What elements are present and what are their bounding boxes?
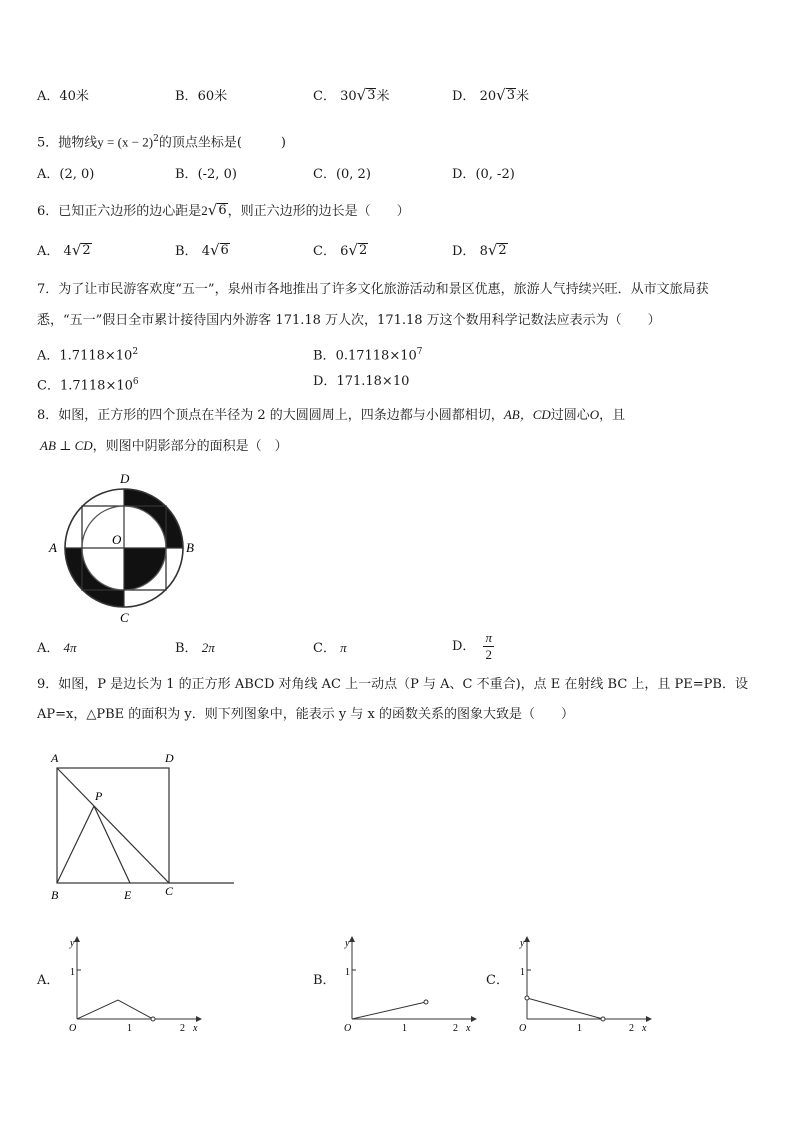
- exponent: 7: [416, 347, 423, 357]
- label-b: B: [186, 540, 194, 555]
- stem-text: 6．已知正六边形的边心距是: [37, 204, 202, 219]
- exponent: 6: [132, 377, 139, 387]
- tick-y-1: 1: [520, 967, 525, 978]
- option-base: 171.18×10: [336, 374, 410, 389]
- option-base: 1.7118×10: [59, 378, 133, 394]
- exponent: 2: [132, 347, 139, 357]
- fraction-denominator: 2: [485, 647, 492, 662]
- math-expression: O: [589, 407, 600, 422]
- tick-x-2: 2: [629, 1023, 634, 1034]
- stem-text: 8．如图，正方形的四个顶点在半径为 2 的大圆圆周上，四条边都与小圆都相切，: [37, 408, 504, 423]
- q7-stem-line1: 7．为了让市民游客欢度“五一”，泉州市各地推出了许多文化旅游活动和景区优惠，旅游人气持续兴旺．从市文旅局获: [37, 282, 709, 297]
- option-unit: 米: [376, 89, 390, 104]
- option-base: 1.7118×10: [59, 348, 133, 364]
- option-text: (0, -2): [475, 167, 515, 182]
- option-coef: 30: [340, 89, 357, 104]
- radicand: 3: [367, 88, 376, 103]
- option-text: 2π: [201, 640, 215, 655]
- option-label: B．: [175, 244, 198, 259]
- tick-x-1: 1: [402, 1023, 407, 1034]
- math-coef: 2: [201, 203, 208, 218]
- y-arrow-icon: [524, 936, 530, 942]
- radicand: 6: [220, 243, 229, 258]
- option-label: B．: [175, 167, 198, 182]
- stem-text: ，且: [599, 408, 626, 423]
- axis-y-label: y: [520, 938, 525, 949]
- option-text: π: [340, 640, 347, 655]
- label-b: B: [51, 888, 59, 902]
- radical-sign-icon: √: [356, 86, 367, 104]
- option-text: (2, 0): [59, 167, 95, 182]
- radical-sign-icon: √: [71, 241, 82, 259]
- origin-label: O: [69, 1023, 77, 1034]
- option-label: A．: [37, 244, 60, 259]
- option-label: B．: [175, 89, 198, 104]
- math-expression: AB ⊥ CD: [40, 438, 93, 453]
- radicand: 2: [358, 243, 368, 258]
- axis-x-label: x: [466, 1023, 471, 1034]
- option-coef: 6: [340, 244, 349, 259]
- x-arrow-icon: [196, 1016, 202, 1022]
- label-d: D: [165, 751, 174, 765]
- option-text: 60米: [197, 89, 228, 104]
- radicand: 3: [506, 88, 515, 103]
- label-a: A: [49, 540, 57, 555]
- math-expression: y = (x − 2): [97, 134, 154, 150]
- option-label: D．: [452, 638, 476, 654]
- stem-text: ，则图中阴影部分的面积是（ ）: [92, 439, 288, 454]
- radical-sign-icon: √: [209, 241, 220, 259]
- axis-y-label: y: [345, 938, 350, 949]
- option-label: C．: [313, 244, 336, 259]
- open-point: [601, 1017, 605, 1021]
- option-base: 0.17118×10: [335, 348, 417, 364]
- option-label: C．: [313, 641, 336, 656]
- option-coef: 4: [63, 244, 72, 259]
- radicand: 2: [498, 243, 507, 258]
- tick-x-1: 1: [127, 1023, 132, 1034]
- stem-text: ，则正六边形的边长是（ ）: [227, 204, 410, 219]
- option-label: B．: [175, 641, 198, 656]
- radical-sign-icon: √: [348, 241, 358, 259]
- option-label: D．: [452, 167, 476, 182]
- option-text: 4π: [63, 640, 77, 655]
- x-arrow-icon: [471, 1016, 477, 1022]
- exponent: 2: [153, 134, 159, 144]
- question-number: 5．: [37, 135, 59, 151]
- option-label: A．: [37, 641, 60, 656]
- segment-pb: [57, 806, 94, 883]
- fraction-numerator: π: [485, 630, 492, 645]
- graph-c: [519, 936, 652, 1034]
- math-expression: AB，CD: [503, 407, 551, 422]
- tick-x-1: 1: [577, 1023, 582, 1034]
- tick-y-1: 1: [70, 967, 75, 978]
- option-label: C．: [313, 167, 336, 182]
- label-p: P: [95, 789, 103, 803]
- graph-b: [344, 936, 477, 1034]
- x-arrow-icon: [646, 1016, 652, 1022]
- graph-line: [352, 1002, 426, 1019]
- option-label: D．: [313, 374, 337, 389]
- option-unit: 米: [515, 89, 529, 104]
- y-arrow-icon: [349, 936, 355, 942]
- stem-text: 过圆心: [550, 408, 590, 423]
- option-label: D．: [452, 244, 476, 259]
- segment-pe: [94, 806, 130, 883]
- radical-sign-icon: √: [496, 86, 506, 104]
- open-point: [151, 1017, 155, 1021]
- option-text: (-2, 0): [197, 167, 237, 182]
- option-label: B．: [313, 348, 336, 364]
- axis-x-label: x: [193, 1023, 198, 1034]
- graph-line: [527, 998, 603, 1019]
- origin-label: O: [519, 1023, 527, 1034]
- radical-sign-icon: √: [207, 201, 218, 219]
- stem-text: 抛物线: [58, 135, 98, 151]
- option-text: (0, 2): [335, 167, 371, 182]
- option-label: A．: [37, 167, 60, 182]
- diagonal-ac: [57, 768, 169, 883]
- graph-line: [77, 1000, 153, 1019]
- option-coef: 20: [479, 89, 497, 104]
- label-a: A: [51, 751, 59, 765]
- option-coef: 8: [479, 244, 488, 259]
- option-label: A．: [37, 89, 60, 104]
- label-e: E: [124, 888, 132, 902]
- option-label: C．: [37, 378, 60, 394]
- q9-option-a-label: A．: [37, 973, 60, 988]
- label-d: D: [120, 471, 130, 486]
- tick-y-1: 1: [345, 967, 350, 978]
- open-point: [525, 996, 529, 1000]
- y-arrow-icon: [74, 936, 80, 942]
- stem-text: 的顶点坐标是( ): [158, 135, 287, 151]
- q9-stem-line2: AP=x，△PBE 的面积为 y．则下列图象中，能表示 y 与 x 的函数关系的图象大致是（ ）: [37, 707, 574, 722]
- axis-y-label: y: [70, 938, 75, 949]
- q9-option-b-label: B．: [313, 973, 336, 988]
- tick-x-2: 2: [180, 1023, 185, 1034]
- axis-x-label: x: [642, 1023, 647, 1034]
- option-label: C．: [313, 89, 336, 104]
- radicand: 6: [218, 203, 227, 218]
- option-label: A．: [37, 348, 60, 364]
- label-c: C: [120, 610, 129, 625]
- option-label: D．: [452, 89, 476, 104]
- q7-stem-line2: 悉，“五一”假日全市累计接待国内外游客 171.18 万人次，171.18 万这个数用科学记数法应表示为（ ）: [37, 313, 661, 328]
- q9-stem-line1: 9．如图，P 是边长为 1 的正方形 ABCD 对角线 AC 上一动点（P 与 A、C 不重合)，点 E 在射线 BC 上，且 PE=PB．设: [37, 677, 748, 692]
- q9-option-c-label: C．: [486, 973, 509, 988]
- radical-sign-icon: √: [487, 241, 498, 259]
- option-text: 40米: [59, 89, 89, 104]
- option-coef: 4: [201, 244, 210, 259]
- label-c: C: [165, 884, 174, 898]
- tick-x-2: 2: [453, 1023, 458, 1034]
- radicand: 2: [82, 243, 91, 258]
- graph-a: [69, 936, 202, 1034]
- open-point: [424, 1000, 428, 1004]
- origin-label: O: [344, 1023, 352, 1034]
- label-o: O: [112, 532, 122, 547]
